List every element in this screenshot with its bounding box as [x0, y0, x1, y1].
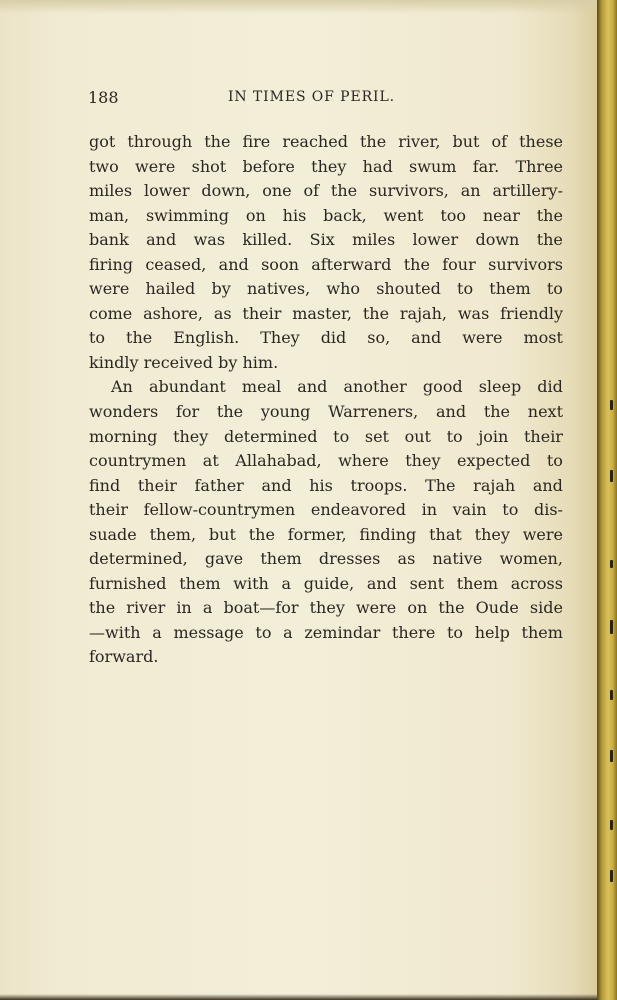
word: lower: [412, 230, 459, 250]
text-line: forward.: [89, 647, 159, 667]
text-line: [89, 474, 563, 499]
text-line: [89, 130, 563, 155]
word: his: [282, 205, 307, 225]
word: the: [248, 524, 275, 544]
text-line: [89, 228, 563, 253]
word: who: [326, 279, 361, 299]
word: find: [89, 475, 121, 495]
text-line: kindly received by him.: [89, 352, 279, 372]
word: Oude: [475, 598, 519, 618]
text-line: [89, 302, 563, 327]
word: man,: [89, 205, 130, 225]
word: with: [233, 573, 269, 593]
word: boat—for: [223, 598, 299, 618]
word: his: [309, 475, 333, 495]
word: were: [355, 598, 397, 618]
word: The: [425, 475, 456, 495]
word: to: [89, 328, 106, 348]
word: the: [362, 303, 390, 323]
word: out: [404, 426, 431, 446]
word: them,: [149, 524, 197, 544]
spine-speck: [610, 560, 613, 568]
word: them: [489, 279, 531, 299]
word: come: [89, 303, 133, 323]
word: to: [255, 622, 272, 642]
word: reached: [282, 132, 348, 151]
word: in: [176, 598, 192, 618]
word: ceased,: [145, 254, 207, 274]
word: Warreners,: [328, 402, 419, 422]
word: did: [320, 328, 347, 348]
text-line: [89, 277, 563, 302]
word: and: [532, 475, 563, 495]
word: swimming: [145, 205, 229, 225]
word: to: [546, 451, 563, 471]
text-line: [89, 326, 563, 351]
word: was: [457, 303, 490, 323]
word: Allahabad,: [235, 451, 322, 471]
word: wonders: [89, 402, 159, 422]
word: dresses: [318, 549, 381, 569]
word: them: [179, 573, 221, 593]
text-line: [89, 523, 563, 548]
word: countrymen: [89, 451, 187, 471]
word: before: [242, 156, 295, 176]
word: were: [135, 156, 176, 176]
word: the: [536, 205, 563, 225]
word: at: [202, 451, 219, 471]
spine-speck: [610, 620, 613, 634]
word: near: [482, 205, 520, 225]
word: Three: [515, 156, 563, 176]
word: for: [175, 402, 200, 422]
word: were: [462, 328, 503, 348]
word: survivors,: [368, 181, 449, 201]
word: guide,: [303, 573, 355, 593]
word: next: [527, 402, 563, 422]
word: miles: [352, 230, 396, 250]
word: sent: [409, 573, 445, 593]
text-line: [89, 400, 563, 425]
text-line: [89, 155, 563, 180]
word: shouted: [376, 279, 441, 299]
word: finding: [359, 524, 417, 544]
word: good: [422, 377, 463, 397]
word: they: [474, 524, 510, 544]
word: abundant: [148, 377, 226, 397]
word: friendly: [500, 303, 563, 323]
word: troops.: [350, 475, 408, 495]
word: their: [242, 303, 282, 323]
word: Six: [309, 230, 335, 250]
word: gave: [204, 549, 244, 569]
word: did: [537, 377, 563, 397]
word: a: [281, 573, 292, 593]
word: was: [193, 230, 226, 250]
word: the: [89, 598, 116, 618]
word: their: [523, 426, 563, 446]
word: but: [208, 524, 236, 544]
word: to: [446, 622, 464, 642]
page-header: [88, 88, 562, 112]
page-number: 188: [88, 88, 119, 107]
word: them: [260, 549, 302, 569]
word: the: [536, 230, 563, 250]
word: and: [261, 475, 292, 495]
word: set: [364, 426, 389, 446]
word: They: [260, 328, 300, 348]
page-bottom-shadow: [0, 994, 600, 1000]
word: another: [343, 377, 407, 397]
word: so,: [367, 328, 391, 348]
word: bank: [89, 230, 129, 250]
word: father: [194, 475, 244, 495]
word: young: [260, 402, 311, 422]
word: the: [204, 132, 231, 151]
word: the: [483, 402, 511, 422]
word: them: [521, 622, 563, 642]
word: their: [137, 475, 177, 495]
spine-speck: [610, 690, 613, 700]
word: zemindar: [304, 622, 381, 642]
word: in: [421, 500, 437, 520]
word: the: [216, 402, 244, 422]
text-line: [89, 253, 563, 278]
word: one: [262, 181, 292, 201]
word: the: [438, 598, 465, 618]
word: rajah,: [399, 303, 447, 323]
text-line: [89, 547, 563, 572]
word: their: [89, 500, 128, 520]
text-line: [89, 596, 563, 621]
word: determined: [223, 426, 318, 446]
word: native: [432, 549, 483, 569]
word: the: [330, 181, 358, 201]
text-line: [89, 375, 563, 400]
word: determined,: [89, 549, 188, 569]
word: expected: [457, 451, 531, 471]
word: had: [362, 156, 393, 176]
word: killed.: [242, 230, 293, 250]
word: river,: [398, 132, 441, 151]
word: —with: [89, 622, 141, 642]
word: and: [411, 328, 442, 348]
word: too: [440, 205, 467, 225]
text-line: [89, 572, 563, 597]
running-title: IN TIMES OF PERIL.: [228, 89, 395, 105]
word: to: [333, 426, 350, 446]
word: miles: [89, 181, 133, 201]
word: dis-: [533, 500, 563, 520]
word: to: [457, 279, 474, 299]
word: the: [359, 132, 387, 151]
word: back,: [323, 205, 367, 225]
text-line: [89, 498, 563, 523]
word: English.: [173, 328, 240, 348]
word: on: [407, 598, 428, 618]
word: afterward: [311, 254, 392, 274]
word: morning: [89, 426, 158, 446]
word: shot: [191, 156, 227, 176]
word: firing: [89, 254, 133, 274]
word: artillery-: [492, 181, 563, 201]
word: meal: [241, 377, 282, 397]
word: of: [303, 181, 320, 201]
word: and: [435, 402, 467, 422]
word: and: [218, 254, 249, 274]
word: vain: [452, 500, 487, 520]
word: rajah: [473, 475, 516, 495]
word: master,: [292, 303, 353, 323]
word: as: [213, 303, 232, 323]
word: they: [309, 598, 345, 618]
word: these: [519, 132, 563, 151]
word: soon: [261, 254, 299, 274]
spine-speck: [610, 750, 613, 762]
word: where: [338, 451, 389, 471]
text-line: [89, 204, 563, 229]
word: endeavored: [310, 500, 406, 520]
word: a: [152, 622, 162, 642]
word: sleep: [478, 377, 522, 397]
word: they: [311, 156, 347, 176]
word: most: [523, 328, 563, 348]
word: join: [478, 426, 509, 446]
word: went: [383, 205, 424, 225]
spine-speck: [610, 820, 613, 830]
word: side: [529, 598, 563, 618]
word: of: [491, 132, 508, 151]
word: the: [403, 254, 430, 274]
word: swum: [409, 156, 457, 176]
word: to: [446, 426, 463, 446]
word: down,: [201, 181, 251, 201]
word: far.: [472, 156, 500, 176]
word: the: [126, 328, 153, 348]
spine-speck: [610, 870, 613, 882]
word: through: [127, 132, 193, 151]
word: fire: [242, 132, 271, 151]
book-spine-edge: [597, 0, 617, 1000]
word: but: [452, 132, 480, 151]
word: as: [397, 549, 416, 569]
word: and: [146, 230, 177, 250]
word: suade: [89, 524, 137, 544]
word: a: [283, 622, 293, 642]
word: on: [245, 205, 266, 225]
word: a: [202, 598, 213, 618]
word: river: [126, 598, 166, 618]
word: to: [502, 500, 519, 520]
word: them: [456, 573, 499, 593]
body-text: [89, 130, 563, 670]
word: survivors: [488, 254, 563, 274]
word: natives,: [246, 279, 311, 299]
word: two: [89, 156, 119, 176]
word: by: [211, 279, 231, 299]
text-line: [89, 425, 563, 450]
word: were: [522, 524, 563, 544]
word: An: [111, 377, 133, 397]
spine-speck: [610, 400, 613, 410]
text-line: [89, 621, 563, 646]
word: message: [173, 622, 244, 642]
word: to: [546, 279, 563, 299]
word: fellow-countrymen: [143, 500, 296, 520]
word: down: [475, 230, 520, 250]
text-line: [89, 179, 563, 204]
text-line: [89, 449, 563, 474]
word: furnished: [89, 573, 167, 593]
word: across: [510, 573, 563, 593]
word: four: [442, 254, 476, 274]
word: help: [474, 622, 510, 642]
spine-speck: [610, 470, 613, 482]
word: there: [391, 622, 436, 642]
word: hailed: [145, 279, 196, 299]
word: they: [405, 451, 441, 471]
word: they: [173, 426, 209, 446]
word: were: [89, 279, 130, 299]
word: got: [89, 132, 116, 151]
word: an: [460, 181, 481, 201]
word: ashore,: [143, 303, 203, 323]
word: that: [429, 524, 462, 544]
word: former,: [287, 524, 347, 544]
word: lower: [143, 181, 190, 201]
word: women,: [499, 549, 563, 569]
word: and: [366, 573, 397, 593]
word: and: [297, 377, 328, 397]
